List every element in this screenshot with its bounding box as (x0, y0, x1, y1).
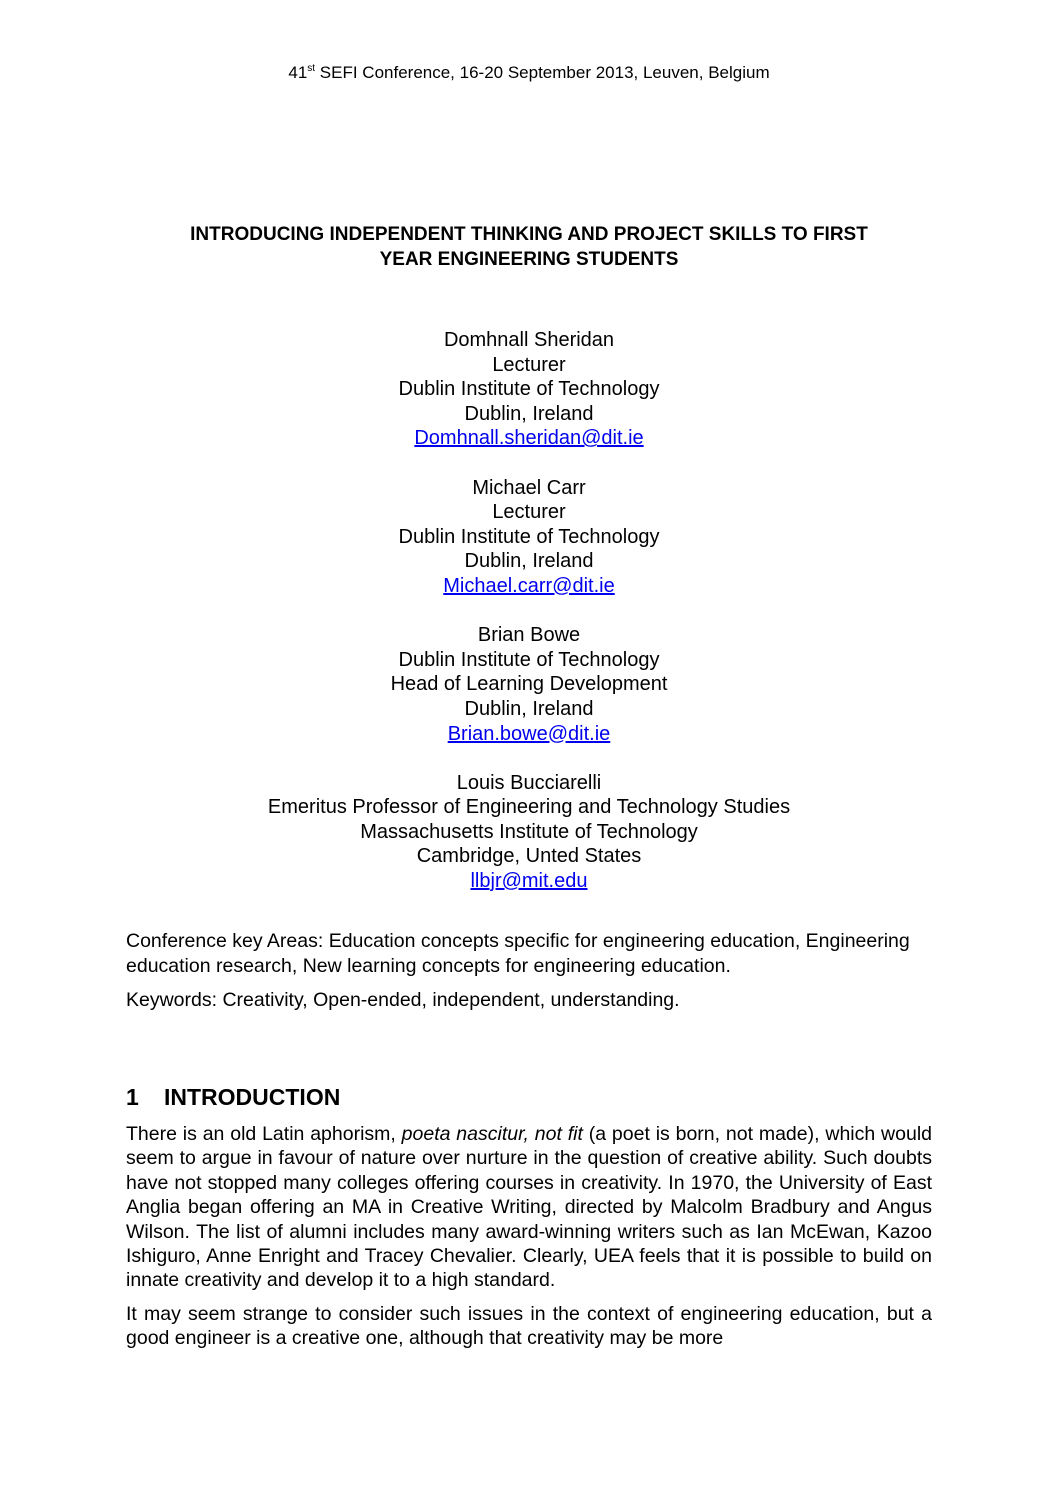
paper-title-line-2: YEAR ENGINEERING STUDENTS (379, 249, 679, 270)
paper-title (130, 222, 928, 272)
section-body (126, 1122, 932, 1360)
author-institution: Dublin Institute of Technology (398, 378, 660, 401)
author-location: Dublin, Ireland (464, 550, 594, 573)
author-location: Dublin, Ireland (464, 697, 594, 720)
paper-metadata (126, 929, 946, 1013)
author-location: Cambridge, Unted States (416, 845, 642, 868)
author-name: Domhnall Sheridan (443, 329, 615, 351)
author-email-link[interactable]: llbjr@mit.edu (470, 870, 588, 893)
section-heading-introduction (126, 1083, 932, 1111)
author-position: Lecturer (492, 353, 566, 376)
author-institution: Dublin Institute of Technology (398, 525, 660, 548)
author-email-link[interactable]: Domhnall.sheridan@dit.ie (414, 427, 644, 450)
keywords: Keywords: Creativity, Open-ended, independent, understanding. (126, 989, 680, 1011)
running-header (0, 62, 1058, 84)
author-block-carr (130, 476, 928, 599)
author-email-link[interactable]: Brian.bowe@dit.ie (447, 722, 611, 745)
author-name: Louis Bucciarelli (456, 771, 602, 794)
paragraph-text: (a poet is born, not made), which would seem to argue in favour of nature over nurture in the question of creative ability. Such doubts have not stopped many colleges offering courses in creativity. In 1970, the University of East Anglia began offering an MA in Creative Writing, directed by Malcolm Bradbury and Angus Wilson. The list of alumni includes many award-winning writers such as Ian McEwan, Kazoo Ishiguro, Anne Enright and Tracey Chevalier. Clearly, UEA feels that it is possible to build on innate creativity and develop it to a high standard. (126, 1123, 933, 1292)
header-text: SEFI Conference, 16-20 September 2013, Leuven, Belgium (315, 63, 770, 82)
section-title: INTRODUCTION (164, 1084, 341, 1110)
body-paragraph-2: It may seem strange to consider such issues in the context of engineering education, but a good engineer is a creative one, although that creativity may be more (126, 1302, 932, 1350)
author-name: Brian Bowe (477, 624, 581, 647)
paragraph-text: There is an old Latin aphorism, (126, 1123, 402, 1145)
author-list (130, 328, 928, 918)
author-position: Head of Learning Development (390, 673, 668, 696)
author-institution: Massachusetts Institute of Technology (360, 820, 698, 843)
author-name: Michael Carr (472, 476, 586, 499)
latin-phrase: poeta nascitur, not fit (401, 1123, 583, 1145)
author-position: Emeritus Professor of Engineering and Technology Studies (267, 796, 791, 819)
body-paragraph-1 (126, 1122, 932, 1293)
author-institution: Dublin Institute of Technology (398, 648, 660, 671)
header-ordinal: 41 (288, 63, 308, 82)
author-block-sheridan (130, 328, 928, 451)
author-position: Lecturer (492, 501, 566, 524)
author-block-bucciarelli (130, 771, 928, 894)
paper-title-line-1: INTRODUCING INDEPENDENT THINKING AND PROJECT SKILLS TO FIRST (190, 224, 868, 245)
author-location: Dublin, Ireland (464, 402, 594, 425)
section-number: 1 (126, 1084, 139, 1110)
conference-key-areas: Conference key Areas: Education concepts specific for engineering education, Engineering education research, New learning concepts for engineering education. (126, 930, 910, 977)
header-ordinal-suffix: st (307, 63, 316, 74)
author-email-link[interactable]: Michael.carr@dit.ie (443, 574, 615, 597)
author-block-bowe (130, 623, 928, 746)
